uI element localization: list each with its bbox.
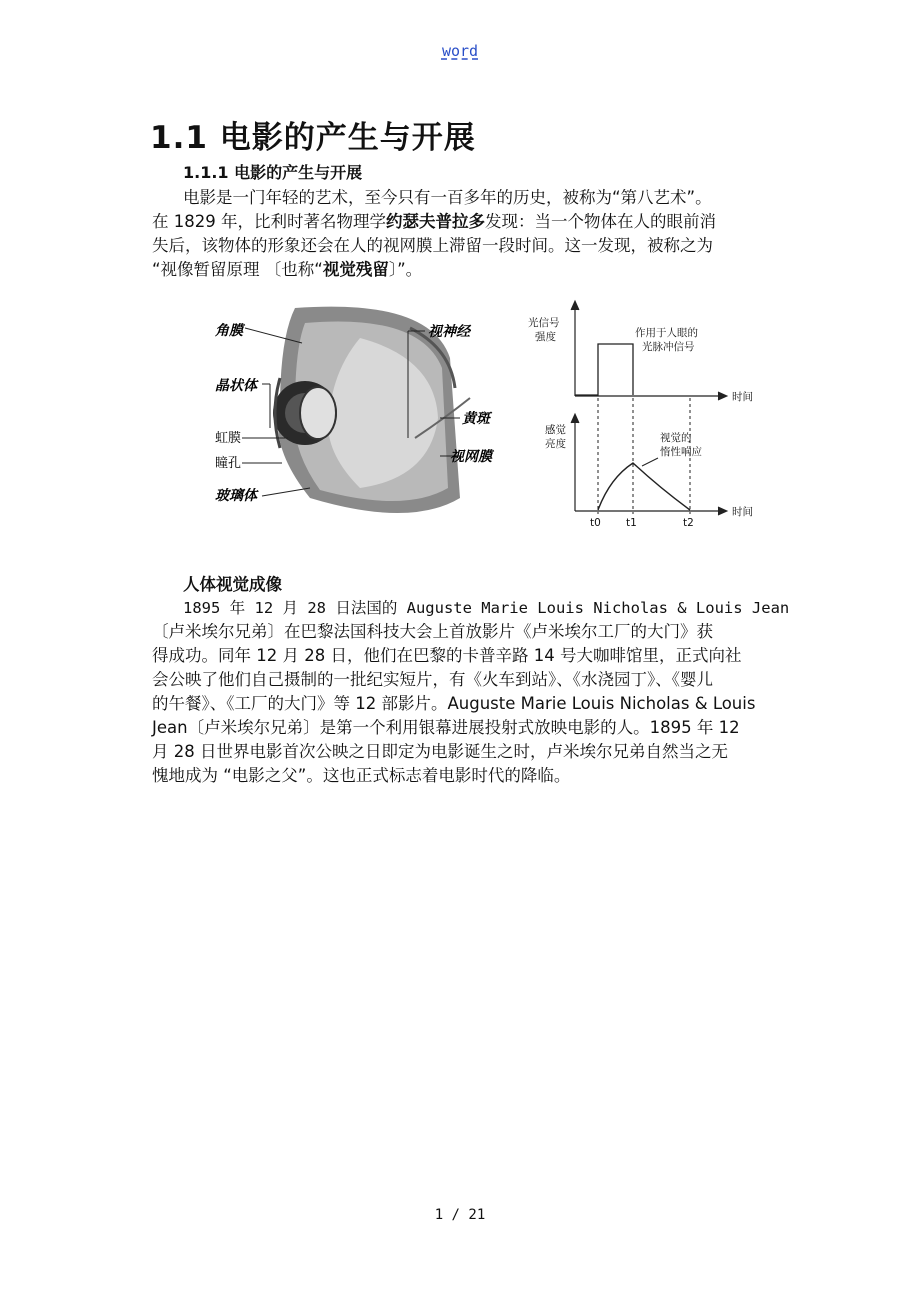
intro-paragraph — [152, 186, 792, 282]
history-line: 愧地成为 “电影之父”。这也正式标志着电影时代的降临。 — [152, 766, 571, 785]
eye-label-optic-nerve: 视神经 — [428, 324, 470, 340]
chapter-title: 1.1 电影的产生与开展 — [150, 120, 476, 156]
graph-label-signal-1: 光信号 — [528, 317, 560, 329]
eye-label-macula: 黄斑 — [462, 411, 490, 427]
intro-line: “视像暂留原理 〔也称“视觉残留〕”。 — [152, 260, 423, 279]
history-line: 〔卢米埃尔兄弟〕在巴黎法国科技大会上首放影片《卢米埃尔工厂的大门》获 — [152, 622, 713, 641]
page-number: 1 / 21 — [434, 1207, 486, 1223]
history-line: Jean〔卢米埃尔兄弟〕是第一个利用银幕进展投射式放映电影的人。1895 年 12 — [152, 718, 740, 737]
history-line: 得成功。同年 12 月 28 日，他们在巴黎的卡普辛路 14 号大咖啡馆里，正式向社 — [152, 646, 742, 665]
history-paragraph — [152, 596, 812, 788]
eye-label-retina: 视网膜 — [450, 449, 492, 465]
graph-tick-t0: t0 — [590, 517, 601, 529]
header-word-link[interactable]: word — [441, 42, 479, 60]
history-line: 会公映了他们自己摄制的一批纪实短片，有《火车到站》、《水浇园丁》、《婴儿 — [152, 670, 713, 689]
eye-label-pupil: 瞳孔 — [215, 456, 242, 471]
name-highlight: 约瑟夫普拉多 — [385, 212, 485, 231]
intro-line: 电影是一门年轻的艺术，至今只有一百多年的历史，被称为“第八艺术”。 — [183, 188, 712, 207]
history-line: 月 28 日世界电影首次公映之日即定为电影诞生之时，卢米埃尔兄弟自然当之无 — [152, 742, 728, 761]
graph-label-perceived-2: 亮度 — [545, 438, 566, 450]
eye-illustration — [215, 307, 495, 513]
graph-label-pulse-2: 光脉冲信号 — [642, 341, 695, 353]
graph-label-time-top: 时间 — [732, 391, 753, 403]
eye-label-lens: 晶状体 — [215, 378, 257, 394]
section-heading: 人体视觉成像 — [183, 575, 282, 594]
graph-label-time-bottom: 时间 — [732, 506, 753, 518]
section-title: 1.1.1 电影的产生与开展 — [183, 163, 363, 182]
graph-label-response-2: 惰性响应 — [660, 446, 702, 458]
graph-label-signal-2: 强度 — [535, 331, 556, 343]
vision-figure — [210, 298, 780, 538]
graph-tick-t2: t2 — [683, 517, 694, 529]
term-highlight: 视觉残留 — [322, 260, 389, 279]
eye-label-vitreous: 玻璃体 — [215, 488, 257, 504]
graph-label-pulse-1: 作用于人眼的 — [635, 327, 698, 339]
intro-line: 失后，该物体的形象还会在人的视网膜上滞留一段时间。这一发现，被称之为 — [152, 236, 713, 255]
graph-label-response-1: 视觉的 — [660, 432, 692, 444]
history-line: 的午餐》、《工厂的大门》等 12 部影片。Auguste Marie Louis Nicholas & Louis — [152, 694, 756, 713]
eye-label-cornea: 角膜 — [215, 323, 243, 339]
history-line: 1895 年 12 月 28 日法国的 Auguste Marie Louis Nicholas & Louis Jean — [183, 599, 790, 617]
graph-tick-t1: t1 — [626, 517, 637, 529]
graph-label-perceived-1: 感觉 — [545, 424, 566, 436]
intro-line: 在 1829 年，比利时著名物理学约瑟夫普拉多发现：当一个物体在人的眼前消 — [152, 212, 716, 231]
eye-label-iris: 虹膜 — [215, 431, 242, 446]
